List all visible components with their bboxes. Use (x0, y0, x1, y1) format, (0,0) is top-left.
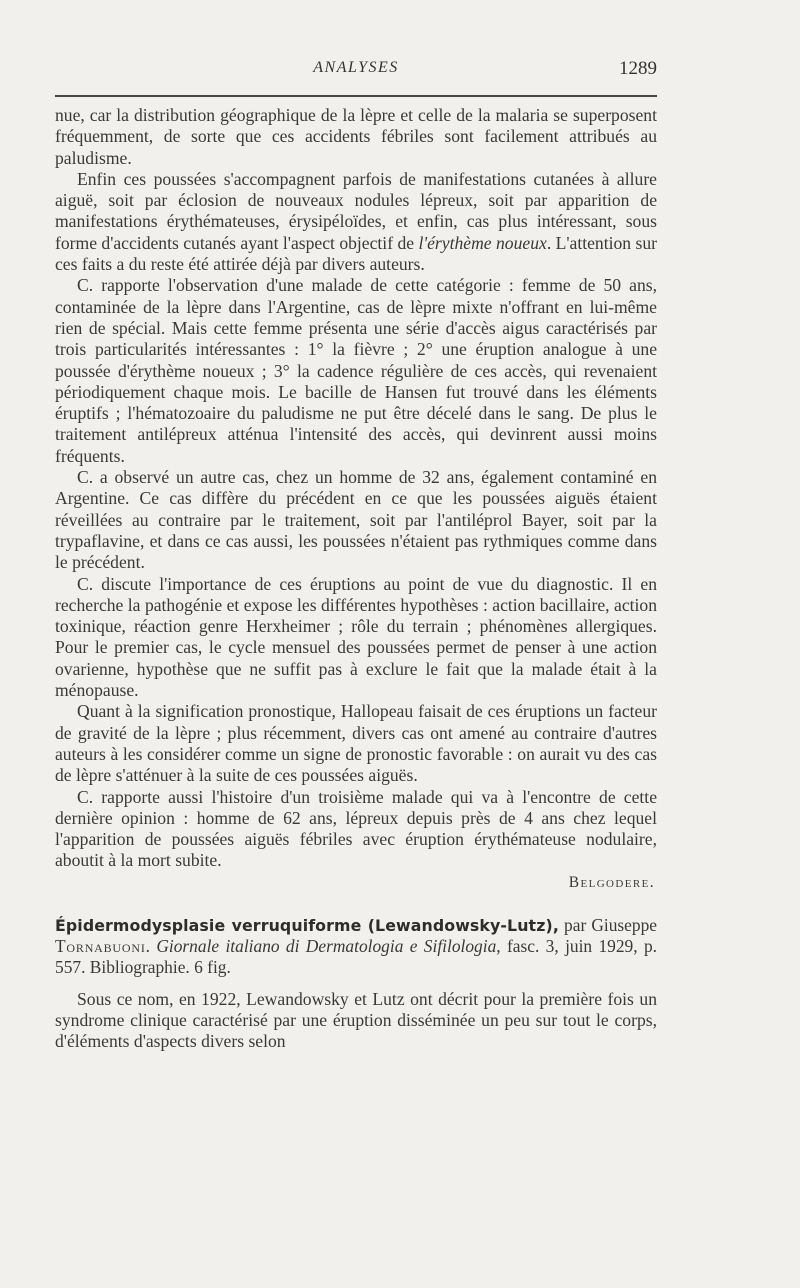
review-heading (55, 915, 657, 979)
review-by: par Giuseppe (558, 914, 657, 935)
paragraph: C. rapporte aussi l'histoire d'un troisième malade qui va à l'encontre de cette dernière opinion : homme de 62 ans, lépreux depuis près de 4 ans chez lequel l'apparition de poussées aiguës fébriles avec éruption érythémateuse nodulaire, aboutit à la mort subite. (55, 786, 657, 871)
paragraph-enfin (55, 169, 657, 275)
header-rule (55, 95, 657, 97)
running-title: ANALYSES (313, 59, 399, 76)
review-paragraph: Sous ce nom, en 1922, Lewandowsky et Lutz ont décrit pour la première fois un syndrome clinique caractérisé par une éruption disséminée un peu sur tout le corps, d'éléments d'aspects divers selon (55, 988, 657, 1052)
italic-term: l'érythème noueux (418, 232, 547, 253)
page-number: 1289 (619, 58, 657, 79)
reviewer-signature: Belgodere. (568, 873, 655, 891)
running-head (55, 52, 657, 82)
paragraph: nue, car la distribution géographique de la lèpre et celle de la malaria se superposent fréquemment, de sorte que ces accidents fébriles sont facilement attribués au paludisme. (55, 105, 657, 168)
paragraph-text: . L'attention sur ces faits a du reste été attirée déjà par divers auteurs. (55, 232, 657, 275)
article-body (55, 105, 657, 1052)
paragraph-text: Enfin ces poussées s'accompagnent parfois de manifestations cutanées à allure aiguë, soit par éclosion de nouveaux nodules lépreux, soit par apparition de manifestations érythémateuses, érysipéloïdes, et enfin, cas plus intéressant, sous forme d'accidents cutanés ayant l'aspect objectif de (55, 168, 657, 253)
review-separator: . (145, 935, 157, 956)
paragraph: Quant à la signification pronostique, Hallopeau faisait de ces éruptions un facteur de gravité de la lèpre ; plus récemment, divers cas ont amené au contraire d'autres auteurs à les considérer comme un signe de pronostic favorable : on aurait vu des cas de lèpre s'atténuer à la suite de ces poussées aiguës. (55, 701, 657, 786)
paragraph: C. rapporte l'observation d'une malade de cette catégorie : femme de 50 ans, contaminée de la lèpre dans l'Argentine, cas de lèpre mixte n'offrant en lui-même rien de spécial. Mais cette femme présenta une série d'accès aigus caractérisés par trois particularités intéressantes : 1° la fièvre ; 2° une éruption analogue à une poussée d'érythème noueux ; 3° la cadence régulière de ces accès, qui revenaient périodiquement chaque mois. Le bacille de Hansen fut trouvé dans les éléments éruptifs ; l'hématozoaire du paludisme ne put être décelé dans le sang. De plus le traitement antilépreux atténua l'intensité des accès, qui devinrent aussi moins fréquents. (55, 275, 657, 466)
review-journal: Giornale italiano di Dermatologia e Sifilologia (156, 935, 497, 956)
review-title: Épidermodysplasie verruquiforme (Lewandowsky-Lutz), (55, 915, 559, 935)
journal-page (55, 52, 657, 1272)
paragraph: C. a observé un autre cas, chez un homme de 32 ans, également contaminé en Argentine. Ce cas diffère du précédent en ce que les poussées aiguës étaient réveillées au contraire par le traitement, soit par l'antiléprol Bayer, soit par la trypaflavine, et dans ce cas aussi, les poussées n'étaient pas rythmiques comme dans le précédent. (55, 467, 657, 573)
review-author: Tornabuoni (55, 935, 146, 956)
paragraph: C. discute l'importance de ces éruptions au point de vue du diagnostic. Il en recherche la pathogénie et expose les différentes hypothèses : action bacillaire, action toxinique, réaction genre Herxheimer ; rôle du terrain ; phénomènes allergiques. Pour le premier cas, le cycle mensuel des poussées permet de penser à une action ovarienne, hypothèse que ne suffit pas à exclure le fait que la malade était à la ménopause. (55, 573, 657, 701)
review-citation: , fasc. 3, juin 1929, p. 557. Bibliographie. 6 fig. (55, 935, 657, 978)
